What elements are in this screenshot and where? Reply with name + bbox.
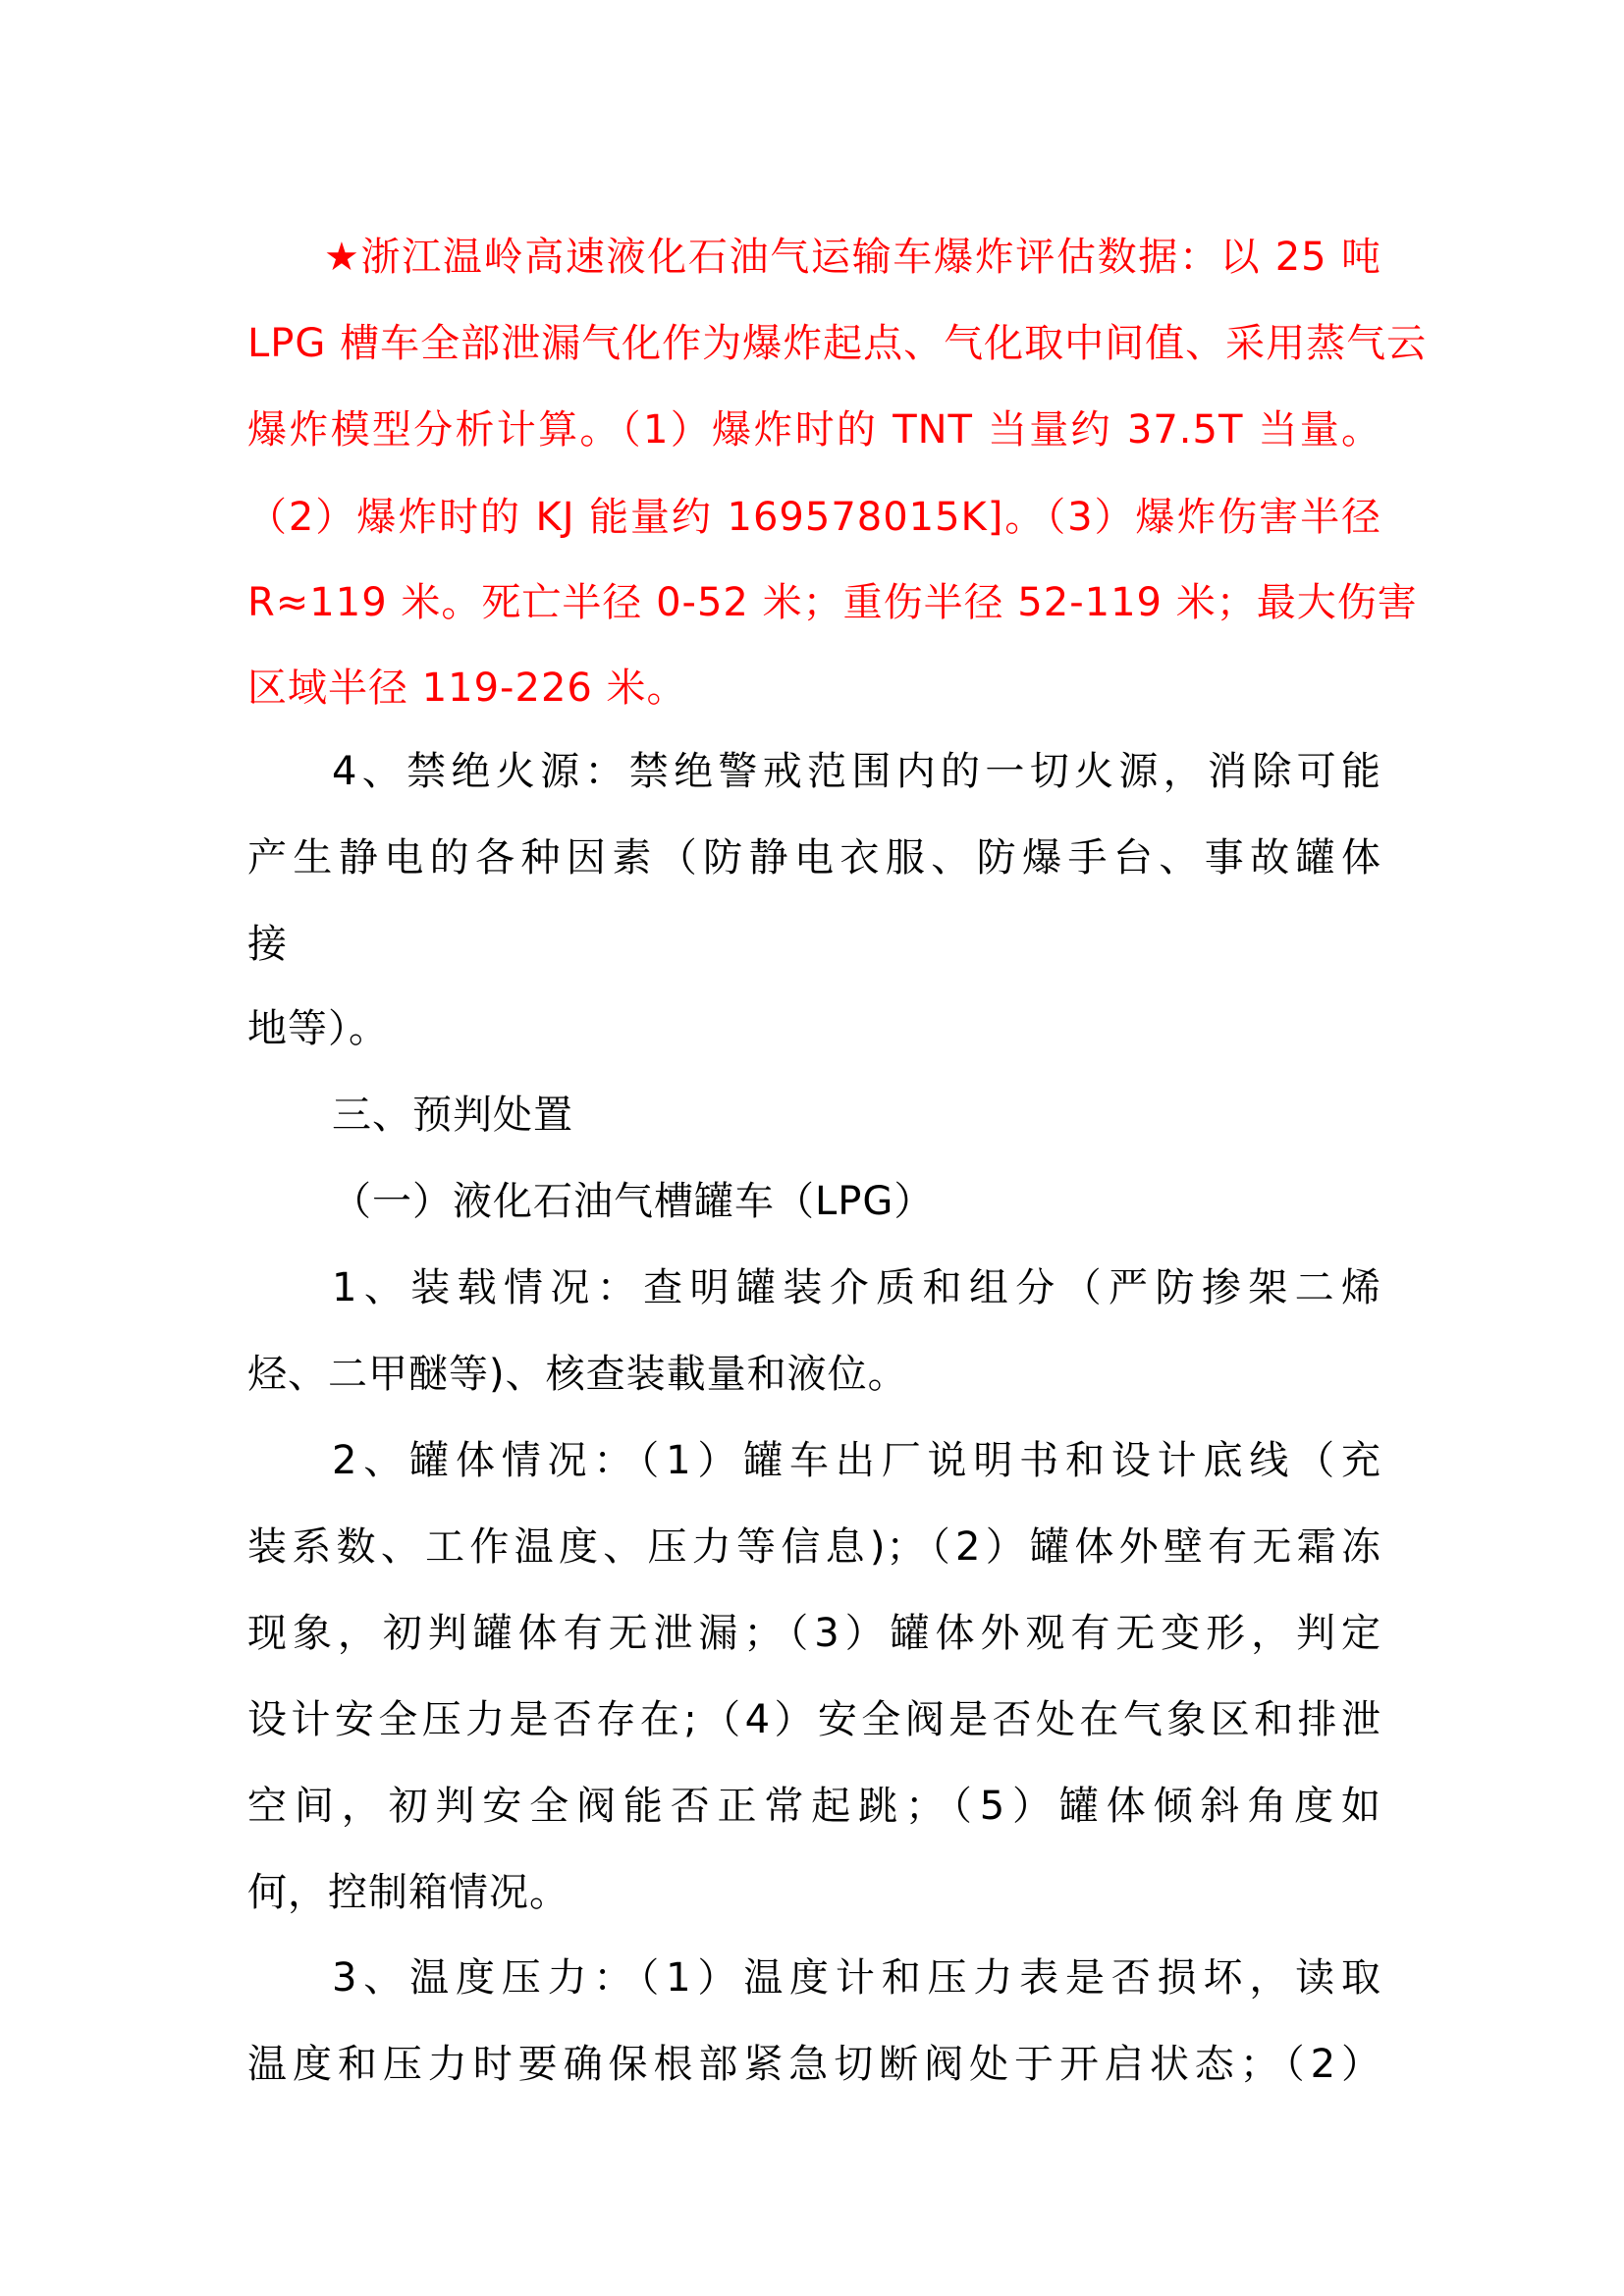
highlight-line-5: R≈119 米。死亡半径 0-52 米；重伤半径 52-119 米；最大伤害 xyxy=(247,580,1418,625)
highlight-line-3: 爆炸模型分析计算。（1）爆炸时的 TNT 当量约 37.5T 当量。 xyxy=(247,407,1381,453)
load-line-2: 烃、二甲醚等)、核查装載量和液位。 xyxy=(247,1352,908,1397)
item4-line-2: 产生静电的各种因素（防静电衣服、防爆手台、事故罐体 xyxy=(247,835,1381,881)
temp-line-1: 3、温度压力：（1）温度计和压力表是否损坏，读取 xyxy=(332,1955,1381,2001)
tank-line-4: 设计安全压力是否存在;（4）安全阀是否处在气象区和排泄 xyxy=(247,1697,1381,1742)
highlight-line-1: ★浙江温岭高速液化石油气运输车爆炸评估数据：以 25 吨 xyxy=(324,235,1381,280)
tank-line-5: 空间，初判安全阀能否正常起跳；（5）罐体倾斜角度如 xyxy=(247,1784,1381,1829)
section-heading: 三、预判处置 xyxy=(332,1093,573,1138)
item4-line-3: 接 xyxy=(247,922,288,967)
highlight-line-6: 区域半径 119-226 米。 xyxy=(247,666,687,711)
highlight-line-4: （2）爆炸时的 KJ 能量约 169578015K]。（3）爆炸伤害半径 xyxy=(247,495,1381,540)
tank-line-6: 何，控制箱情况。 xyxy=(247,1870,569,1915)
load-line-1: 1、装载情况：查明罐装介质和组分（严防掺架二烯 xyxy=(332,1265,1381,1310)
temp-line-2: 温度和压力时要确保根部紧急切断阀处于开启状态；（2） xyxy=(247,2042,1381,2087)
item4-line-1: 4、禁绝火源：禁绝警戒范围内的一切火源，消除可能 xyxy=(332,749,1381,794)
tank-line-3: 现象，初判罐体有无泄漏；（3）罐体外观有无变形，判定 xyxy=(247,1611,1381,1656)
tank-line-2: 装系数、工作温度、压力等信息)；（2）罐体外壁有无霜冻 xyxy=(247,1524,1381,1570)
highlight-line-2: LPG 槽车全部泄漏气化作为爆炸起点、气化取中间值、采用蒸气云 xyxy=(247,321,1428,366)
section-subheading: （一）液化石油气槽罐车（LPG） xyxy=(332,1179,935,1224)
tank-line-1: 2、罐体情况：（1）罐车出厂说明书和设计底线（充 xyxy=(332,1438,1381,1483)
item4-line-4: 地等）。 xyxy=(247,1006,389,1051)
